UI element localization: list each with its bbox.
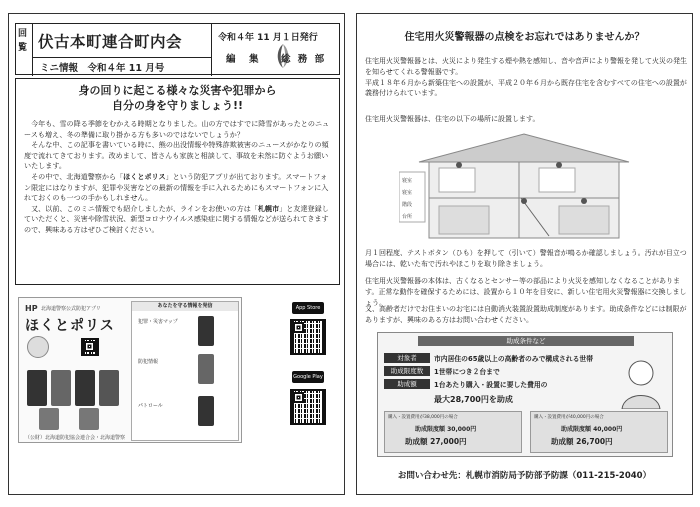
phone-screenshot-icon [198, 396, 214, 426]
left-page [8, 13, 345, 495]
house-label: 台所 [402, 214, 413, 220]
article-paragraph: 今年も、雪の降る季節をむかえる時期となりました。山の方ではすでに降雪があったとのニュースも増え、冬の準備に取り掛かる方も多いのではないでしょうか？ [24, 119, 330, 139]
app-credit: （公財）北海道防犯協会連合会・北海道警察 [25, 435, 126, 441]
subsidy-text: 1世帯につき２台まで [434, 368, 500, 376]
article-box [15, 78, 340, 285]
phone-screenshot-icon [27, 370, 47, 406]
article-paragraph: 又、以前、このミニ情報でも紹介しましたが、ラインをお使いの方は「札幌市」と友達登録していただくと、災害や除雪状況、新型コロナウイルス感染症に関する情報などが送られてきますので、興味ある方はぜひご検討ください。 [24, 203, 329, 234]
elderly-person-icon [614, 355, 668, 409]
subsidy-tag: 助成額 [384, 379, 430, 389]
article-body [24, 119, 334, 236]
right-page [356, 13, 693, 495]
phone-screenshot-icon [51, 370, 71, 406]
contact-line: お問い合わせ先：札幌市消防局予防部予防課（011-215-2040） [397, 471, 652, 481]
subsidy-text: 市内居住の65歳以上の高齢者のみで構成される世帯 [434, 355, 593, 363]
editor-label: 編 集 [226, 54, 261, 65]
phone-screenshot-icon [39, 408, 59, 430]
house-label: 寝室 [402, 178, 413, 184]
phone-screenshot-icon [198, 354, 214, 384]
phone-screenshot-icon [79, 408, 99, 430]
app-store-qr-icon [290, 319, 326, 355]
newsletter-header [15, 23, 340, 75]
hp-logo: HP [25, 304, 38, 313]
department-label: 総 務 部 [281, 54, 327, 65]
subsidy-panel [377, 332, 673, 457]
article-paragraph: その中で、北海道警察から「ほくとポリス」という防犯アプリが出ております。スマートフォン限定にはなりますが、犯罪や災害などの最新の情報を手に入れるためにもスマートフォンに入れておくのも一つの手かもしれません。 [24, 171, 329, 203]
issue-label: ミニ情報 令和４年 11 月号 [40, 63, 165, 74]
fire-alarm-intro: 住宅用火災警報器とは、火災により発生する煙や熱を感知し、音や音声により警報を発して火災の発生を知らせてくれる警報器です。 平成１８年６月から新築住宅への設置が、平成２０年６月から既存住宅を含むすべての住宅への設置が義務付けられています。 [365, 57, 687, 98]
app-caption: 北海道警察公式防犯アプリ [41, 306, 101, 312]
example-case-1: 購入・設置費用が38,000円の場合 助成限度額 30,000円 助成額 27,000円 [384, 411, 522, 453]
install-locations-text: 住宅用火災警報器は、住宅の以下の場所に設置します。 [365, 115, 540, 123]
article-headline: 身の回りに起こる様々な災害や犯罪から 自分の身を守りましょう!! [78, 84, 277, 112]
app-promo [18, 297, 335, 453]
small-qr-icon [81, 338, 99, 356]
features-panel [131, 301, 239, 441]
mascot-icon [27, 336, 49, 358]
subsidy-max-amount: 最大28,700円を助成 [434, 395, 513, 404]
issue-date: 令和４年 11 月１日発行 [218, 33, 318, 43]
circulation-mark: 回覧 [18, 29, 28, 53]
subsidy-tag: 助成限度数 [384, 366, 430, 376]
features-title: あなたを守る情報を発信 [132, 302, 238, 311]
subsidy-text: 1台あたり購入・設置に要した費用の [434, 381, 548, 389]
newsletter-title: 伏古本町連合町内会 [38, 33, 183, 51]
fire-alarm-title: 住宅用火災警報器の点検をお忘れではありませんか？ [404, 32, 645, 43]
subsidy-title: 助成条件など [418, 336, 634, 346]
phone-screenshot-icon [198, 316, 214, 346]
feature-label: パトロール [138, 403, 163, 409]
feature-label: 防犯情報 [138, 359, 159, 365]
feature-label: 犯罪・災害マップ [138, 319, 178, 325]
replacement-info: 住宅用火災警報器の本体は、古くなるとセンサー等の部品により火災を感知しなくなることがあります。正常な動作を確保するためには、設置から１０年を目安に、新しい住宅用火災警報器に交換しましょう。 [365, 277, 687, 307]
phone-screenshot-icon [99, 370, 119, 406]
house-diagram-icon [399, 132, 649, 240]
subsidy-info: 又、高齢者だけでお住まいのお宅には自動消火装置設置助成制度があります。助成条件などには制限がありますが、興味のある方はお問い合わせください。 [365, 305, 687, 324]
article-paragraph: そんな中、この記事を書いている時に、熊の出没情報や特殊詐欺被害のニュースがかなりの頻度で流れてきております。改めまして、皆さんも家族と相談して、事故を未然に防ぐようお願いいたします。 [24, 140, 329, 171]
app-store-badge[interactable]: App Store [292, 302, 324, 314]
house-label: 階段 [402, 202, 413, 208]
google-play-badge[interactable]: Google Play [292, 371, 324, 383]
test-instructions: 月１回程度、テストボタン（ひも）を押して（引いて）警報音が鳴るか確認しましょう。汚れが目立つ場合には、乾いた布で汚れやほこりを取り除きましょう。 [365, 249, 687, 268]
google-play-qr-icon [290, 389, 326, 425]
subsidy-tag: 対象者 [384, 353, 430, 363]
app-flyer-image [18, 297, 242, 443]
example-case-2: 購入・設置費用が40,000円の場合 助成限度額 40,000円 助成額 26,700円 [530, 411, 668, 453]
phone-screenshot-icon [75, 370, 95, 406]
app-name: ほくとポリス [25, 318, 115, 334]
house-label: 寝室 [402, 190, 413, 196]
